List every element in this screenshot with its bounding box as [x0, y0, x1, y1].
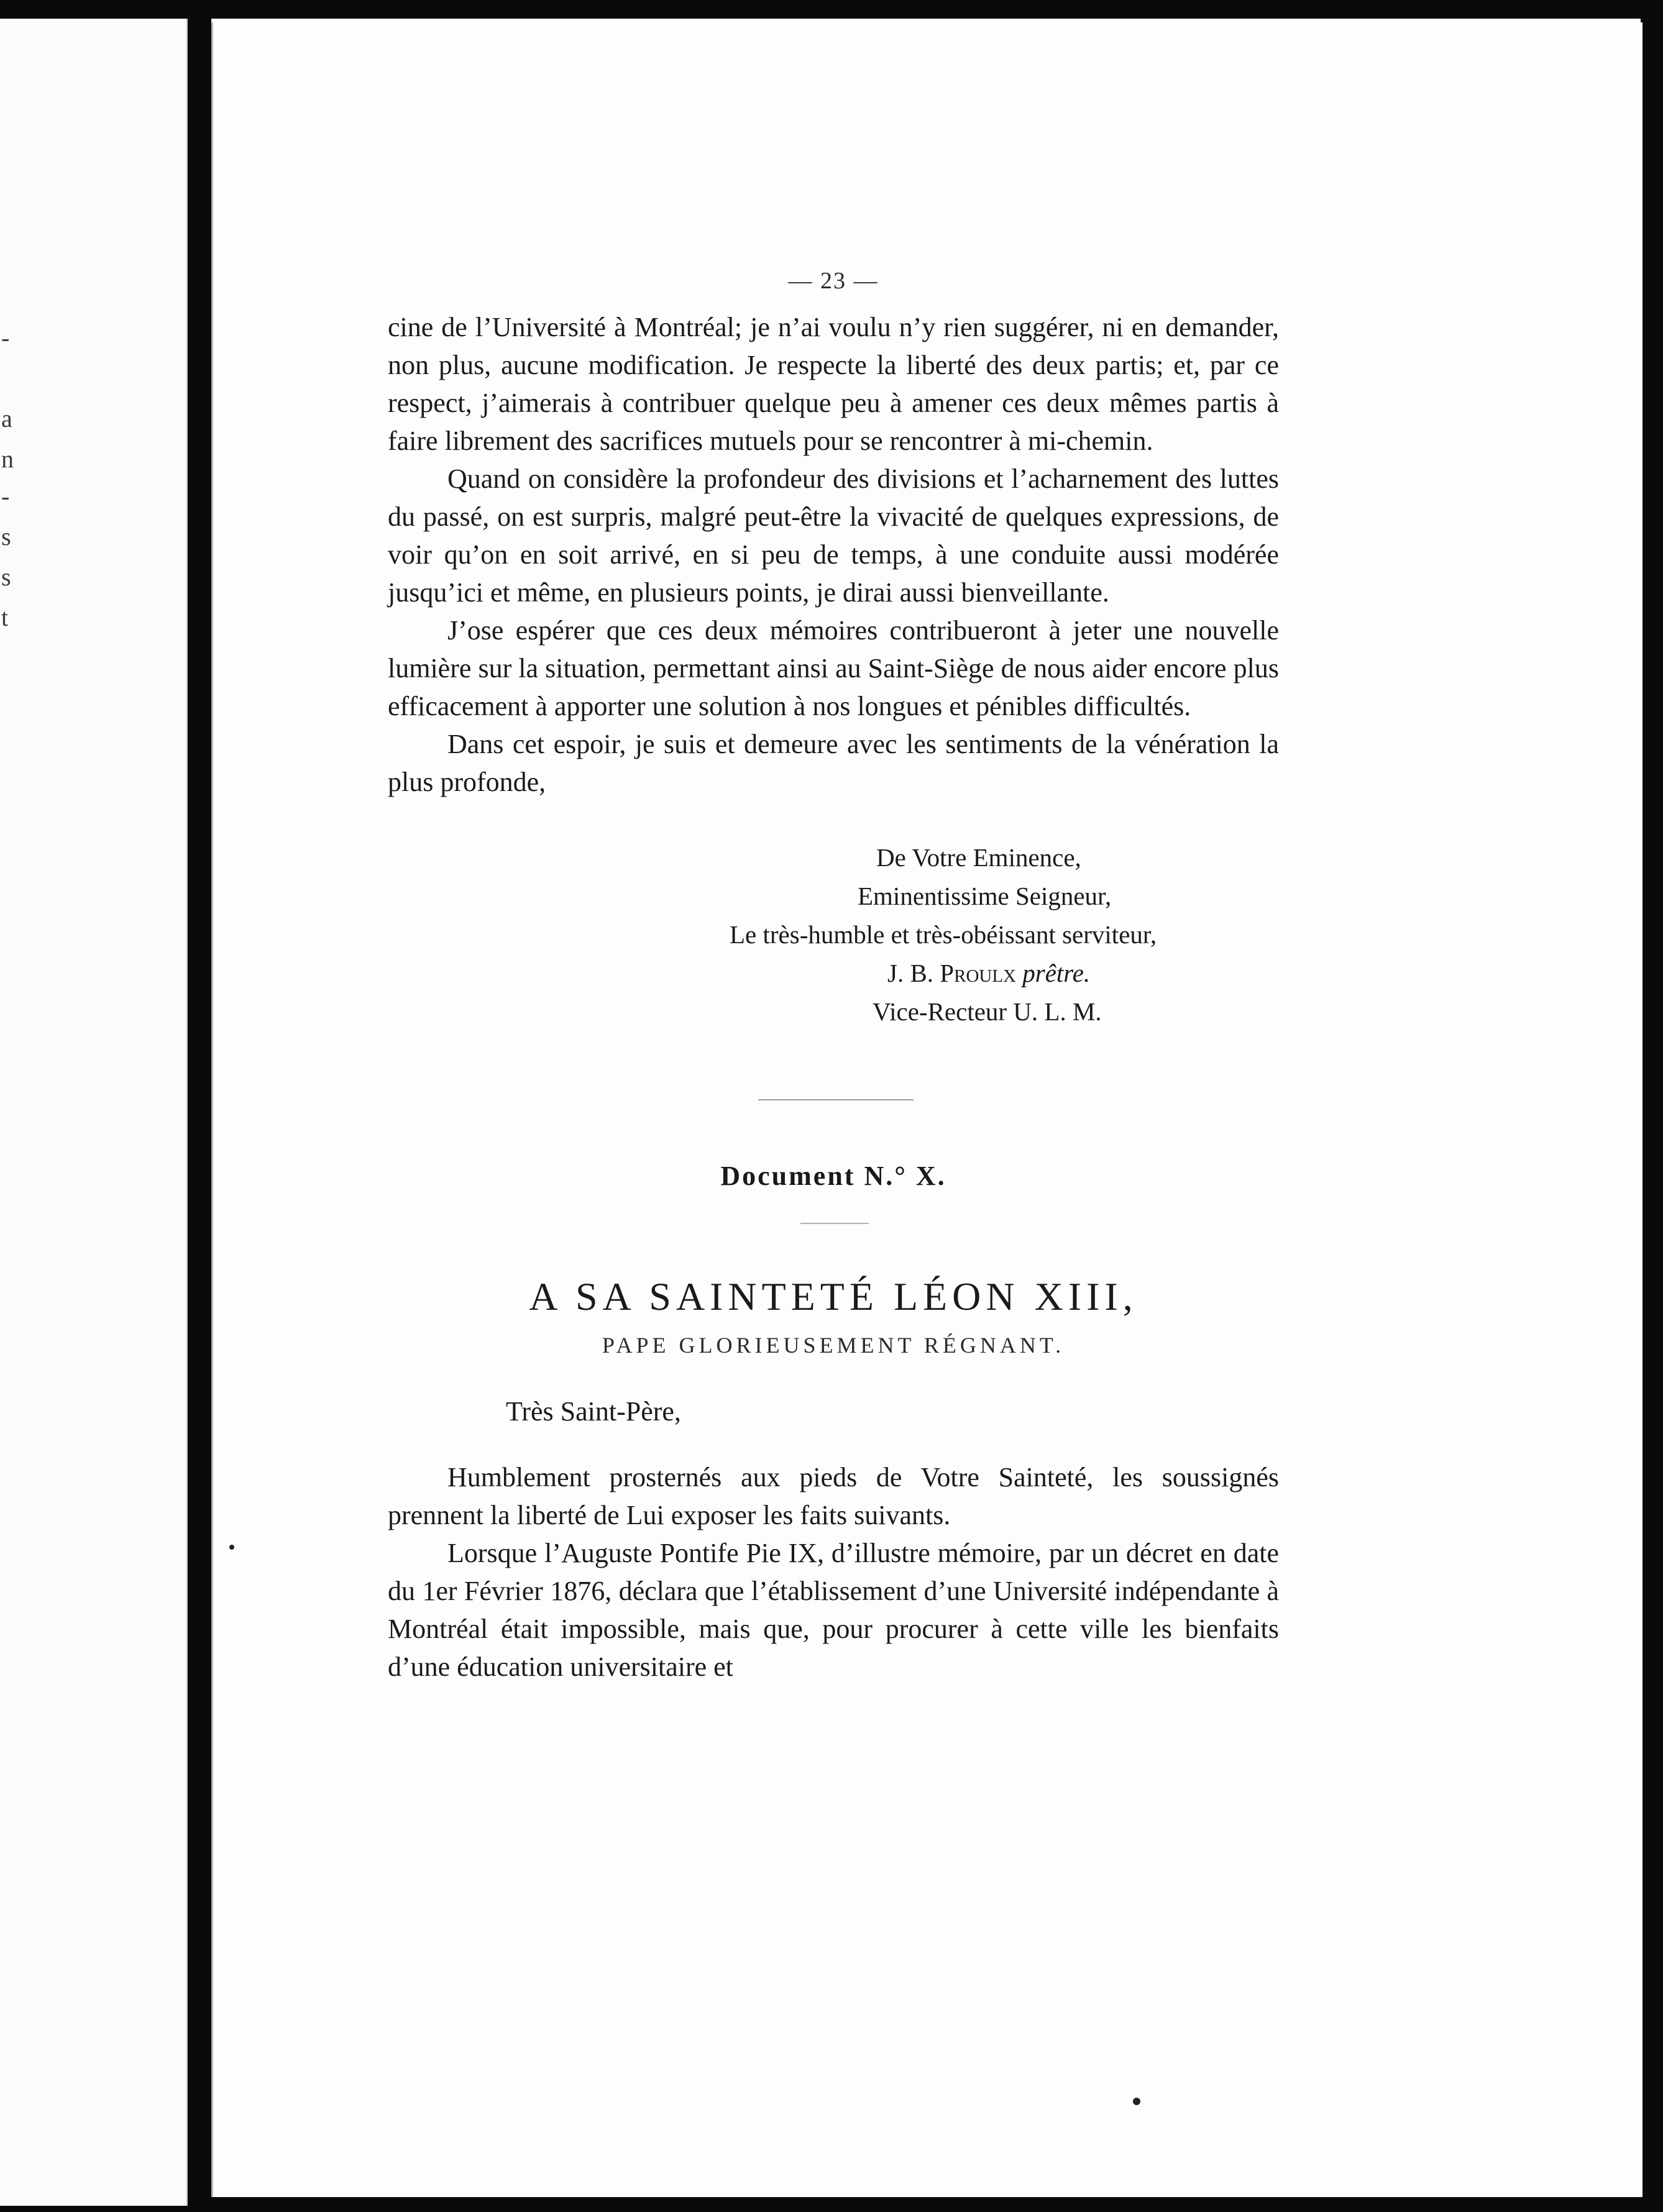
closing-line: Vice-Recteur U. L. M. [873, 997, 1102, 1026]
salutation: Très Saint-Père, [506, 1396, 681, 1427]
letter-closing [388, 838, 1279, 1031]
closing-line: De Votre Eminence, [876, 843, 1081, 872]
paragraph: cine de l’Université à Montréal; je n’ai voulu n’y rien suggérer, ni en demander, non plus, aucune modification. Je respecte la liberté des deux partis; et, par ce respect, j’aimerais à contribuer quelque peu à amener ces deux mêmes partis à faire librement des sacrifices mutuels pour se rencontrer à mi-chemin. [388, 312, 1279, 456]
bleed-fragment: s [1, 523, 11, 551]
page-speck [229, 1545, 234, 1550]
paragraph: Humblement prosternés aux pieds de Votre Sainteté, les soussignés prennent la liberté de Lui exposer les faits suivants. [388, 1462, 1279, 1530]
bleed-fragment: - [1, 324, 10, 352]
paragraph: Dans cet espoir, je suis et demeure avec les sentiments de la vénération la plus profonde, [388, 729, 1279, 797]
document-heading: Document N.° X. [720, 1161, 946, 1191]
signature-title: prêtre. [1022, 959, 1091, 987]
paragraph: J’ose espérer que ces deux mémoires contribueront à jeter une nouvelle lumière sur la situation, permettant ainsi au Saint-Siège de nous aider encore plus efficacement à apporter une solution à nos longues et pénibles difficultés. [388, 615, 1279, 721]
address-title: A SA SAINTETÉ LÉON XIII, [529, 1274, 1138, 1319]
separator-rule [800, 1223, 869, 1224]
closing-line: Eminentissime Seigneur, [858, 882, 1112, 910]
bleed-fragment: t [1, 603, 9, 631]
paragraph: Quand on considère la profondeur des divisions et l’acharnement des luttes du passé, on est surpris, malgré peut-être la vivacité de quelques expressions, de voir qu’on en soit arrivé, en si peu de temps, à une conduite aussi modérée jusqu’ici et même, en plusieurs points, je dirai aussi bienveillante. [388, 464, 1279, 608]
facing-page-edge [0, 19, 188, 2206]
separator-rule [758, 1099, 914, 1100]
page-speck [1133, 2098, 1140, 2105]
page-text [388, 267, 1279, 1686]
address-subtitle: PAPE GLORIEUSEMENT RÉGNANT. [602, 1333, 1065, 1358]
bleed-fragment: - [1, 482, 10, 510]
scan-border-top [0, 0, 1663, 19]
scan-border-right [1641, 0, 1663, 2212]
page-number: — 23 — [788, 268, 879, 294]
bleed-fragment: n [1, 445, 14, 473]
signature-name: J. B. Proulx [887, 959, 1016, 987]
signature-line [388, 954, 1279, 992]
closing-line: Le très-humble et très-obéissant serviteur, [730, 920, 1157, 949]
book-gutter [186, 0, 211, 2212]
paragraph: Lorsque l’Auguste Pontife Pie IX, d’illustre mémoire, par un décret en date du 1er Février 1876, déclara que l’établissement d’une Université indépendante à Montréal était impossible, mais que, pour procurer à cette ville les bienfaits d’une éducation universitaire et [388, 1538, 1279, 1682]
bleed-fragment: s [1, 563, 11, 591]
bleed-fragment: a [1, 404, 12, 432]
